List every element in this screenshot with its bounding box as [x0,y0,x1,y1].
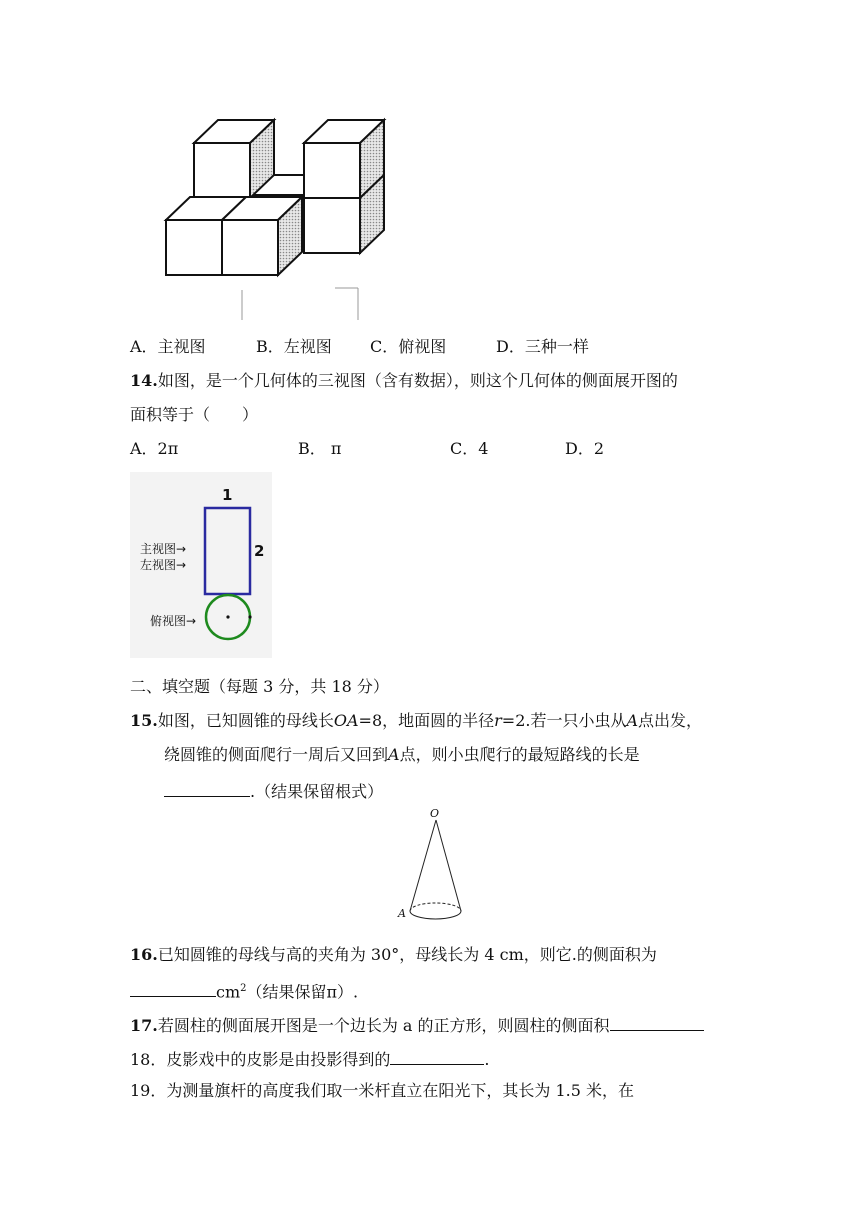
q14-option-c: C．4 [450,439,489,458]
q17-text: 若圆柱的侧面展开图是一个边长为 a 的正方形，则圆柱的侧面积 [157,1016,610,1035]
q15-line3 [164,778,383,803]
q15-text-c: =2.若一只小虫从 [501,711,627,730]
q18-tail: . [484,1050,490,1069]
side-height-label: 2 [254,542,265,560]
q16-number: 16. [130,945,158,964]
q13-option-d: D．三种一样 [496,337,589,356]
section-2-title: 二、填空题（每题 3 分，共 18 分） [130,677,389,696]
q15-line2 [164,744,640,766]
cone-point-a-label: A [398,907,406,920]
q14-option-d: D．2 [565,439,605,458]
q15-a1: A [626,711,639,730]
q15-text-f: 点，则小虫爬行的最短路线的长是 [399,745,640,764]
q15-text-a: 如图，已知圆锥的母线长 [157,711,334,730]
q15-text-d: 点出发， [638,711,703,730]
q13-option-c: C．俯视图 [370,337,447,356]
q14-text-line1: 如图，是一个几何体的三视图（含有数据），则这个几何体的侧面展开图的 [157,371,678,390]
q18-line [130,1046,489,1071]
q17-answer-blank[interactable] [610,1012,704,1031]
cone-figure [396,808,476,928]
q14-line1 [130,370,678,392]
top-width-label: 1 [222,486,233,504]
q15-line1 [130,710,702,732]
q14-option-b: B． π [298,439,342,458]
q16-unit: cm [216,982,241,1002]
q18-text: 18．皮影戏中的皮影是由投影得到的 [130,1050,391,1069]
q16-answer-blank[interactable] [130,978,216,997]
q15-oa: OA [333,711,359,730]
q16-unit-sup: 2 [240,983,247,994]
q15-answer-blank[interactable] [164,778,250,797]
three-view-figure [130,472,272,658]
q13-option-a: A．主视图 [130,337,206,356]
q15-text-e: 绕圆锥的侧面爬行一周后又回到 [164,745,389,764]
cone-apex-label: O [430,807,440,820]
q17-number: 17. [130,1016,158,1035]
q14-option-a: A．2π [130,439,179,458]
q16-line1 [130,944,657,966]
q19-line: 19．为测量旗杆的高度我们取一米杆直立在阳光下，其长为 1.5 米，在 [130,1081,634,1100]
q15-r: r [494,711,502,730]
q15-a2: A [388,745,400,764]
top-view-label: 俯视图→ [150,614,197,628]
q13-option-b: B．左视图 [256,337,332,356]
q18-answer-blank[interactable] [390,1046,484,1065]
left-view-label: 左视图→ [140,558,187,572]
main-view-label: 主视图→ [140,542,187,556]
q16-line2 [130,978,358,1003]
q17-line [130,1012,704,1037]
q16-text: 已知圆锥的母线与高的夹角为 30°，母线长为 4 cm，则它.的侧面积为 [157,945,657,964]
q14-number: 14. [130,371,158,390]
q16-tail: （结果保留π）. [246,982,359,1002]
cubes-figure [150,110,410,330]
q15-number: 15. [130,711,158,730]
q15-text-g: .（结果保留根式） [250,782,384,801]
q14-line2: 面积等于（ ） [130,405,259,424]
q15-text-b: =8，地面圆的半径 [358,711,495,730]
